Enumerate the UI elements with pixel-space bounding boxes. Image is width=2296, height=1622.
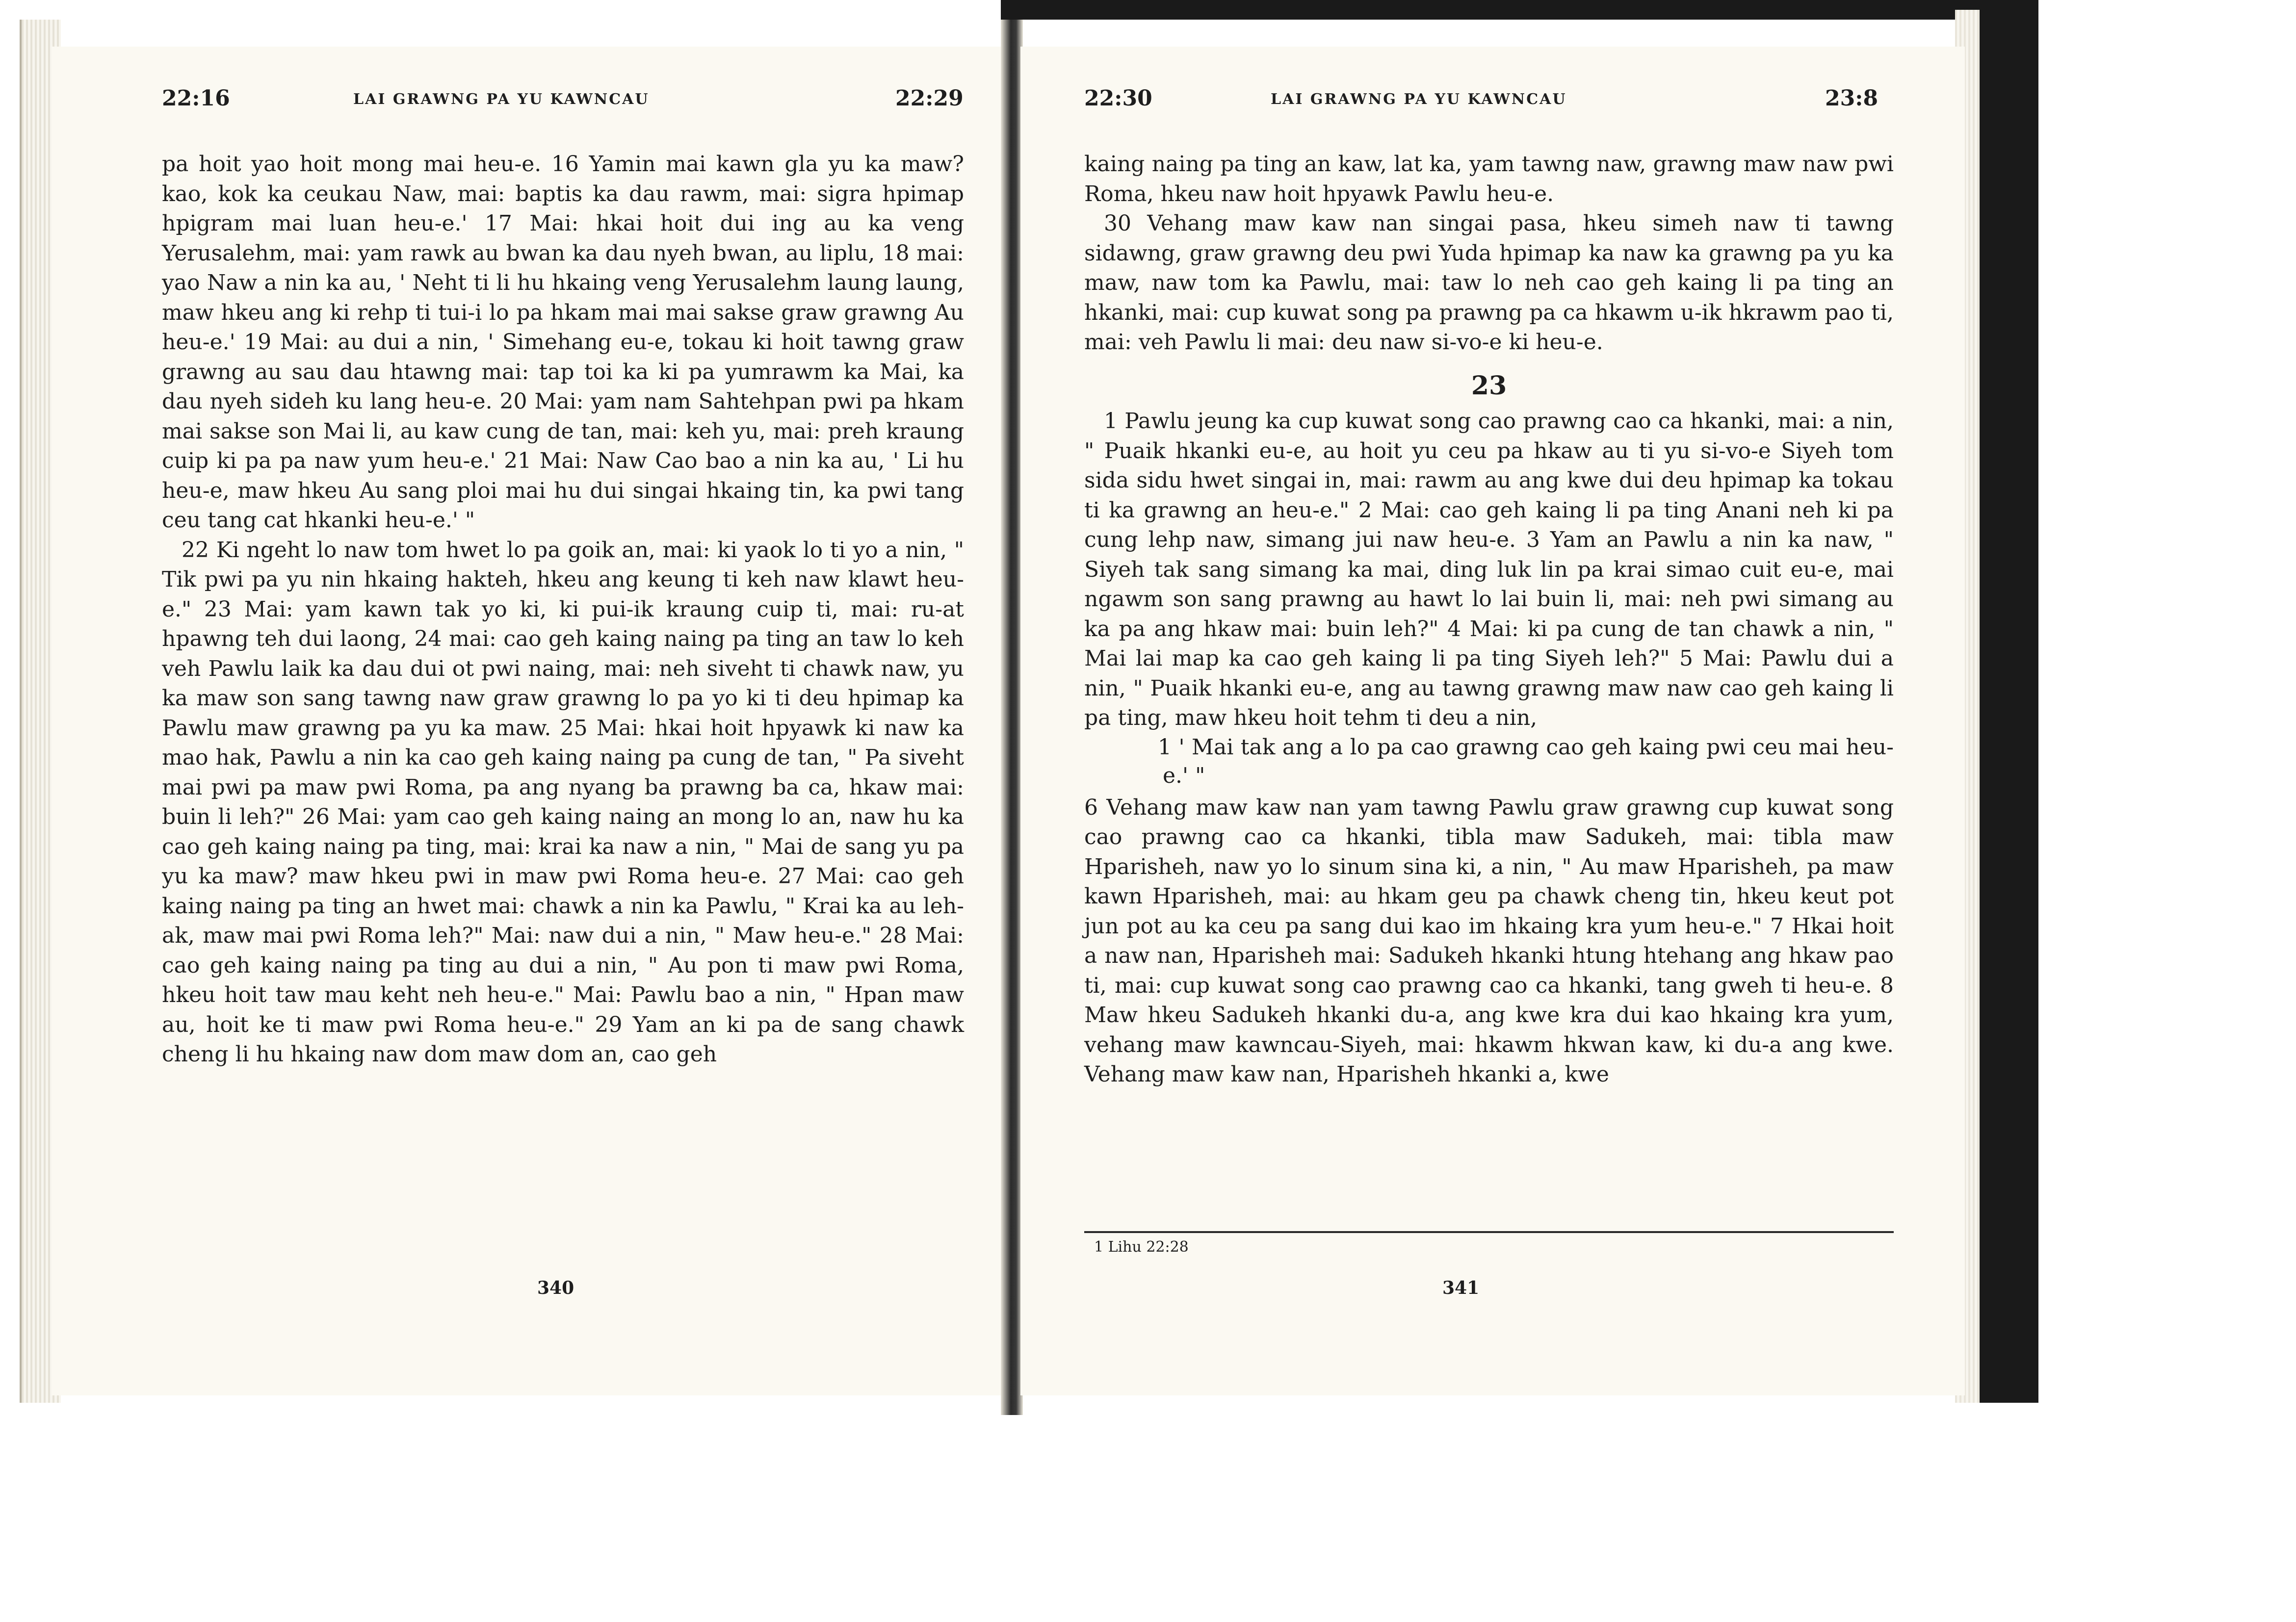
left-page-number: 340 [537,1278,574,1298]
right-header-verse-end: 23:8 [1825,86,1879,111]
left-header-verse-end: 22:29 [895,86,964,111]
left-page [52,47,1030,1395]
book-gutter [1001,20,1023,1415]
right-running-head [1020,86,1965,120]
right-paragraph-1: kaing naing pa ting an kaw, lat ka, yam tawng naw, grawng maw naw pwi Roma, hkeu naw hoit hpyawk Pawlu heu-e. [1084,152,1894,206]
right-paragraph-2: 30 Vehang maw kaw nan singai pasa, hkeu simeh naw ti tawng sidawng, graw grawng deu pwi Yuda hpimap ka naw ka grawng pa yu ka maw, naw tom ka Pawlu, mai: taw lo neh cao geh kaing li pa ting an hkanki, mai: cup kuwat song pa prawng pa ca hkawm u-ik hkrawm pao ti, mai: veh Pawlu li mai: deu naw si-vo-e ki heu-e. [1084,211,1894,355]
footnote: 1 Lihu 22:28 [1094,1238,1189,1256]
right-paragraph-3: 1 Pawlu jeung ka cup kuwat song cao prawng cao ca hkanki, mai: a nin, " Puaik hkanki eu-e, au hoit yu ceu pa hkaw au ti yu si-vo-e Siyeh tom sida sidu hwet singai in, mai: rawm au ang kwe dui deu hpimap ka tokau ti ka grawng an heu-e." 2 Mai: cao geh kaing li pa ting Anani neh ki pa cung lehp naw, simang jui naw heu-e. 3 Yam an Pawlu a nin ka naw, " Siyeh tak sang simang ka mai, ding luk lin pa krai simao cuit eu-e, mai ngawm son sang prawng au hawt lo lai buin li, mai: neh pwi simang au ka pa ang hkaw mai: buin leh?" 4 Mai: ki pa cung de tan chawk a nin, " Mai lai map ka cao geh kaing li pa ting Siyeh leh?" 5 Mai: Pawlu dui a nin, " Puaik hkanki eu-e, ang au tawng grawng maw naw cao geh kaing li pa ting, maw hkeu hoit tehm ti deu a nin, [1084,409,1894,730]
right-page-number: 341 [1442,1278,1480,1298]
book-cover-right [1980,0,2038,1403]
right-paragraph-4: 6 Vehang maw kaw nan yam tawng Pawlu graw grawng cup kuwat song cao prawng cao ca hkanki, tibla maw Sadukeh, mai: tibla maw Hparisheh, naw yo lo sinum sina ki, a nin, " Au maw Hparisheh, pa maw kawn Hparisheh, mai: au hkam geu pa chawk cheng tin, hkeu keut pot jun pot au ka ceu pa sang dui kao im hkaing kra yum heu-e." 7 Hkai hoit a naw nan, Hparisheh mai: Sadukeh hkanki htung htehang ang hkaw pao ti, mai: cup kuwat song cao prawng cao ca hkanki, tang gweh ti heu-e. 8 Maw hkeu Sadukeh hkanki du-a, ang kwe kra dui kao hkaing kra yum, vehang maw kawncau-Siyeh, mai: hkawm hkwan kaw, ki du-a ang kwe. Vehang maw kaw nan, Hparisheh hkanki a, kwe [1084,795,1894,1087]
scripture-quote: 1 ' Mai tak ang a lo pa cao grawng cao geh kaing pwi ceu mai heu-e.' " [1158,734,1894,788]
left-paragraph-1: pa hoit yao hoit mong mai heu-e. 16 Yamin mai kawn gla yu ka maw? kao, kok ka ceukau Naw, mai: baptis ka dau rawm, mai: sigra hpimap hpigram mai luan heu-e.' 17 Mai: hkai hoit dui ing au ka veng Yerusalehm, mai: yam rawk au bwan ka dau nyeh bwan, au liplu, 18 mai: yao Naw a nin ka au, ' Neht ti li hu hkaing veng Yerusalehm laung laung, maw hkeu ang ki rehp ti tui-i lo pa hkam mai mai sakse graw grawng Au heu-e.' 19 Mai: au dui a nin, ' Simehang eu-e, tokau ki hoit tawng graw grawng au sau dau htawng mai: tap toi ka ki pa yumrawm ka Mai, ka dau nyeh sideh ku lang heu-e. 20 Mai: yam nam Sahtehpan pwi pa hkam mai sakse son Mai li, au kaw cung de tan, mai: keh yu, mai: preh kraung cuip ki pa pa naw yum heu-e.' 21 Mai: Naw Cao bao a nin ka au, ' Li hu heu-e, maw hkeu Au sang ploi mai hu dui singai hkaing tin, ka pwi tang ceu tang cat hkanki heu-e.' " [162,152,964,533]
chapter-number: 23 [1471,370,1507,401]
book-cover-top [1001,0,2038,20]
left-body-text [162,150,964,1070]
left-running-head [52,86,1030,120]
right-body-text [1084,150,1894,1090]
left-header-book-title: LAI GRAWNG PA YU KAWNCAU [353,91,650,108]
right-header-book-title: LAI GRAWNG PA YU KAWNCAU [1271,91,1567,108]
left-header-verse-start: 22:16 [162,86,230,111]
right-page [1020,47,1965,1395]
right-header-verse-start: 22:30 [1084,86,1152,111]
left-paragraph-2: 22 Ki ngeht lo naw tom hwet lo pa goik an, mai: ki yaok lo ti yo a nin, " Tik pwi pa yu nin hkaing hakteh, hkeu ang keung ti keh naw klawt heu-e." 23 Mai: yam kawn tak yo ki, ki pui-ik kraung cuip ti, mai: ru-at hpawng teh dui laong, 24 mai: cao geh kaing naing pa ting an taw lo keh veh Pawlu laik ka dau dui ot pwi naing, mai: neh siveht ti chawk naw, yu ka maw son sang tawng naw graw grawng lo pa yo ki ti deu hpimap ka Pawlu maw grawng pa yu ka maw. 25 Mai: hkai hoit hpyawk ki naw ka mao hak, Pawlu a nin ka cao geh kaing naing pa cung de tan, " Pa siveht mai pwi pa maw pwi Roma, pa ang nyang ba prawng ba ca, hkaw mai: buin li leh?" 26 Mai: yam cao geh kaing naing an mong lo an, naw hu ka cao geh kaing naing pa ting, mai: krai ka naw a nin, " Mai de sang yu pa yu ka maw? maw hkeu pwi in maw pwi Roma heu-e. 27 Mai: cao geh kaing naing pa ting an hwet mai: chawk a nin ka Pawlu, " Krai ka au leh-ak, maw mai pwi Roma leh?" Mai: naw dui a nin, " Maw heu-e." 28 Mai: cao geh kaing naing pa ting au dui a nin, " Au pon ti maw pwi Roma, hkeu hoit taw mau keht neh heu-e." Mai: Pawlu bao a nin, " Hpan maw au, hoit ke ti maw pwi Roma heu-e." 29 Yam an ki pa de sang chawk cheng li hu hkaing naw dom maw dom an, cao geh [162,537,964,1067]
footnote-divider [1084,1231,1894,1233]
